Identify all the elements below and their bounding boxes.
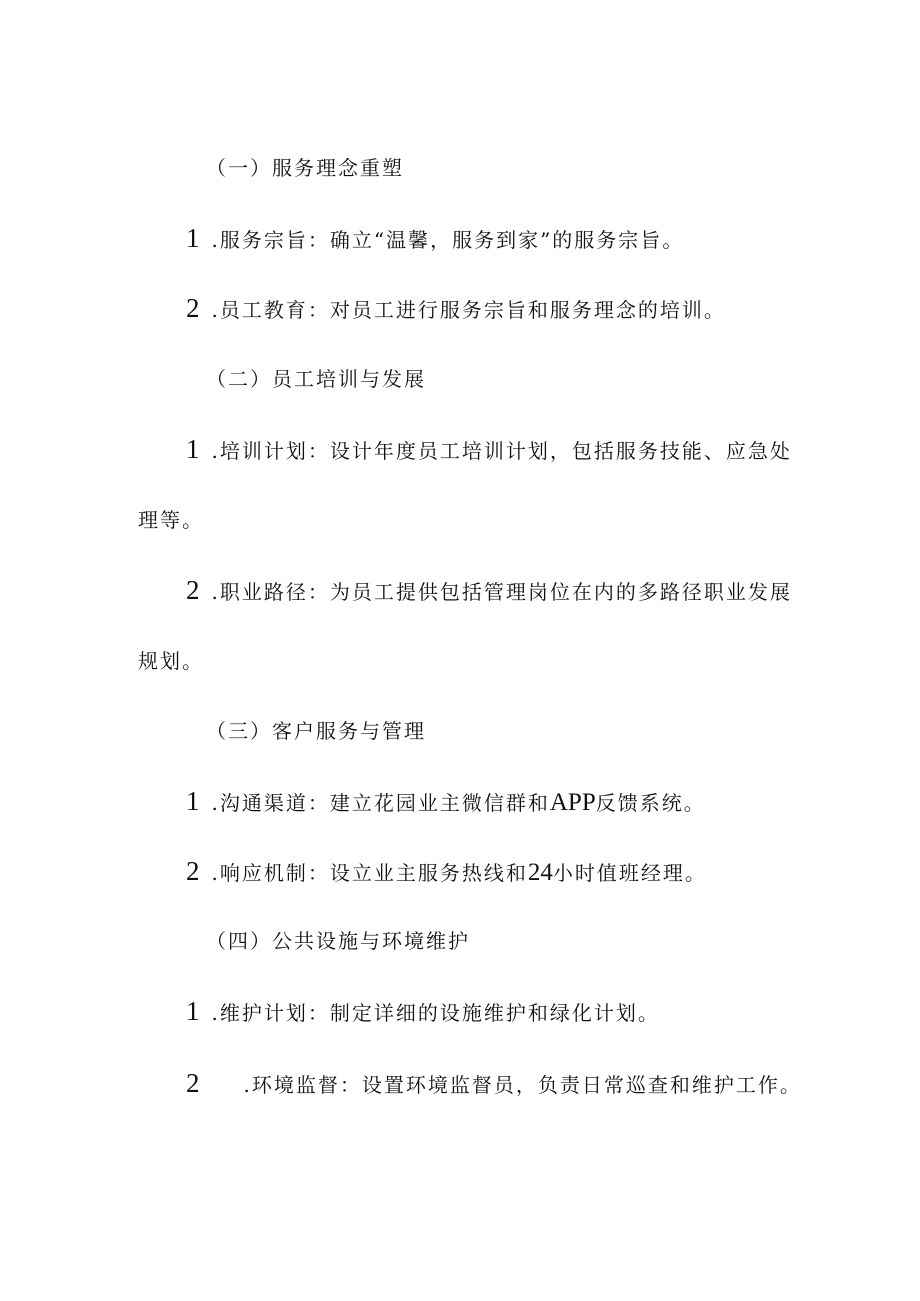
item-text: .服务宗旨：确立“温馨，服务到家”的服务宗旨。 [211,228,685,252]
item-text-tail: 反馈系统。 [595,791,706,815]
section-3-item-2 [186,857,707,887]
item-number: 1 [186,434,200,464]
section-2-heading: （二）员工培训与发展 [206,367,426,391]
section-3-item-1 [186,787,706,817]
item-number: 2 [186,293,200,323]
section-2-item-1 [186,435,792,465]
item-text: .响应机制：设立业主服务热线和 [211,861,528,885]
section-1-heading: （一）服务理念重塑 [206,156,404,180]
item-text: .沟通渠道：建立花园业主微信群和 [211,791,550,815]
section-3-heading: （三）客户服务与管理 [206,719,426,743]
item-text-latin: 24 [527,859,553,886]
item-number: 1 [186,786,200,816]
item-text-tail: 小时值班经理。 [552,861,707,885]
item-text: .培训计划：设计年度员工培训计划，包括服务技能、应急处 [211,439,792,463]
item-text: .职业路径：为员工提供包括管理岗位在内的多路径职业发展 [211,580,792,604]
section-2-item-2-continuation: 规划。 [138,649,204,673]
section-4-item-1 [186,997,660,1027]
section-4-heading: （四）公共设施与环境维护 [206,929,470,953]
item-text: .维护计划：制定详细的设施维护和绿化计划。 [211,1001,660,1025]
section-1-item-2 [186,294,726,324]
item-number: 2 [186,575,200,605]
item-text: .环境监督：设置环境监督员，负责日常巡查和维护工作。 [243,1073,802,1097]
section-4-item-2 [186,1069,802,1099]
item-text: .员工教育：对员工进行服务宗旨和服务理念的培训。 [211,298,726,322]
item-number: 2 [186,1068,200,1098]
section-2-item-2 [186,576,792,606]
item-number: 2 [186,856,200,886]
item-number: 1 [186,223,200,253]
item-text-latin: APP [549,789,596,816]
item-number: 1 [186,996,200,1026]
section-1-item-1 [186,224,684,254]
section-2-item-1-continuation: 理等。 [138,508,204,532]
